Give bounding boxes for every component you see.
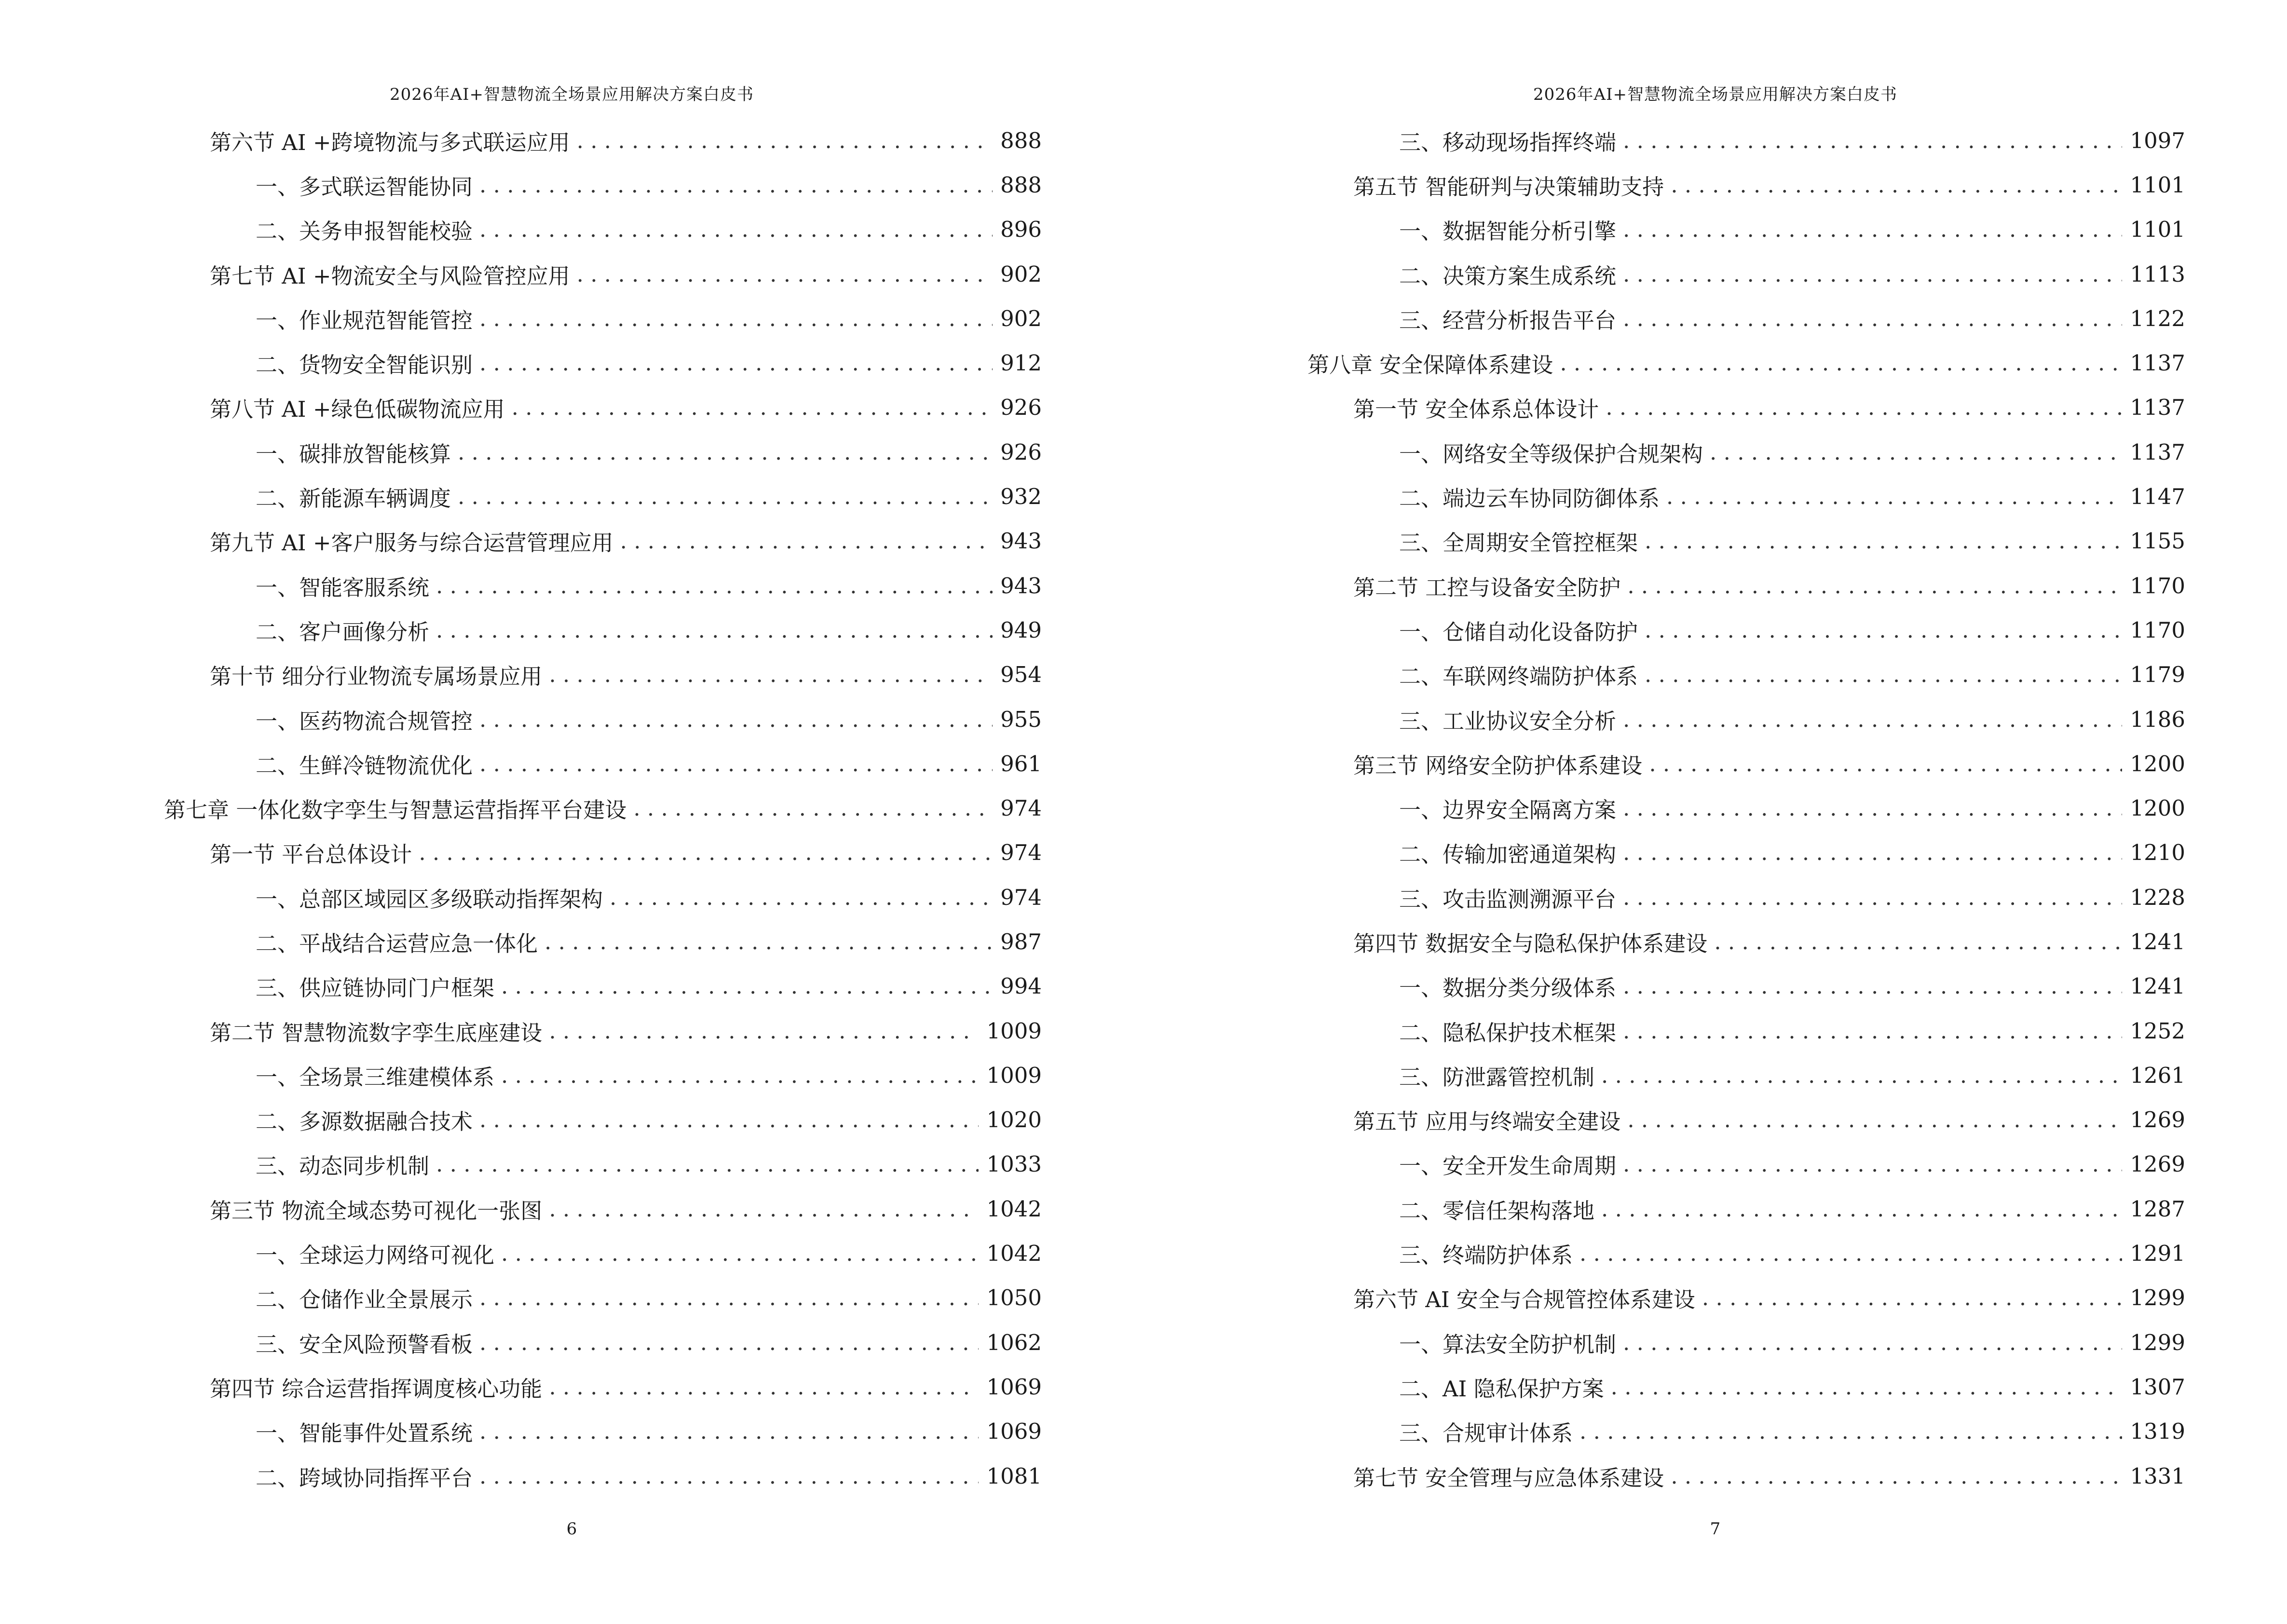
toc-entry-item[interactable] [1144,831,2185,875]
toc-entry-title: 第一节 平台总体设计 [210,837,416,868]
toc-entry-page-number: 974 [1000,840,1042,866]
toc-entry-page-number: 949 [1000,617,1042,643]
toc-entry-title: 三、供应链协同门户框架 [256,970,498,1002]
toc-entry-item[interactable] [0,341,1042,385]
toc-entry-title: 一、算法安全防护机制 [1399,1327,1620,1358]
toc-entry-page-number: 1101 [2130,217,2185,243]
toc-entry-page-number: 987 [1000,928,1042,955]
toc-entry-title: 一、智能事件处置系统 [256,1416,476,1447]
toc-entry-page-number: 1252 [2130,1018,2185,1044]
toc-entry-title: 二、多源数据融合技术 [256,1104,476,1135]
toc-entry-item[interactable] [1144,1365,2185,1409]
dot-leader [436,573,993,599]
toc-entry-title: 一、网络安全等级保护合规架构 [1399,437,1707,468]
dot-leader [512,395,993,420]
toc-entry-section[interactable] [1144,385,2185,430]
toc-entry-title: 一、安全开发生命周期 [1399,1148,1620,1180]
toc-entry-page-number: 974 [1000,884,1042,910]
toc-entry-title: 第六节 AI 安全与合规管控体系建设 [1353,1282,1699,1313]
table-of-contents [1144,118,2185,1498]
toc-entry-title: 一、边界安全隔离方案 [1399,792,1620,824]
dot-leader [1623,1151,2122,1177]
toc-entry-section[interactable] [0,252,1042,296]
toc-entry-page-number: 1033 [986,1151,1042,1177]
toc-entry-title: 第六节 AI +跨境物流与多式联运应用 [210,125,574,156]
dot-leader [479,1463,979,1489]
toc-entry-page-number: 888 [1000,172,1042,198]
dot-leader [1623,973,2122,999]
toc-entry-page-number: 1210 [2130,840,2185,866]
dot-leader [458,484,993,509]
dot-leader [479,707,993,732]
toc-entry-chapter[interactable] [1144,341,2185,385]
toc-entry-page-number: 943 [1000,573,1042,599]
table-of-contents [0,118,1042,1498]
toc-entry-section[interactable] [0,118,1042,163]
dot-leader [1601,1063,2122,1088]
dot-leader [610,885,993,910]
toc-entry-title: 第三节 物流全域态势可视化一张图 [210,1193,546,1225]
toc-entry-item[interactable] [0,741,1042,786]
dot-leader [436,1151,979,1177]
toc-entry-title: 一、医药物流合规管控 [256,704,476,735]
dot-leader [419,840,993,865]
toc-entry-item[interactable] [1144,964,2185,1009]
toc-entry-section[interactable] [0,1365,1042,1409]
toc-entry-page-number: 1069 [986,1419,1042,1445]
toc-entry-item[interactable] [1144,653,2185,697]
toc-entry-page-number: 1287 [2130,1196,2185,1222]
toc-entry-item[interactable] [0,1098,1042,1142]
toc-entry-item[interactable] [1144,786,2185,830]
toc-entry-section[interactable] [1144,1098,2185,1142]
dot-leader [1710,439,2122,465]
dot-leader [501,973,993,999]
running-header: 2026年AI+智慧物流全场景应用解决方案白皮书 [390,85,754,104]
toc-entry-page-number: 1241 [2130,973,2185,999]
toc-entry-page-number: 912 [1000,350,1042,376]
toc-entry-page-number: 1269 [2130,1151,2185,1177]
toc-entry-title: 一、多式联运智能协同 [256,169,476,201]
toc-entry-page-number: 974 [1000,795,1042,821]
toc-entry-item[interactable] [1144,1187,2185,1231]
toc-entry-item[interactable] [1144,430,2185,474]
toc-entry-page-number: 1101 [2130,172,2185,198]
toc-entry-page-number: 896 [1000,217,1042,243]
toc-entry-section[interactable] [1144,919,2185,964]
toc-entry-title: 第七节 安全管理与应急体系建设 [1353,1460,1668,1492]
toc-entry-title: 二、仓储作业全景展示 [256,1282,476,1313]
dot-leader [620,528,993,554]
toc-entry-title: 第四节 数据安全与隐私保护体系建设 [1353,926,1711,957]
toc-entry-title: 第十节 细分行业物流专属场景应用 [210,659,546,690]
toc-entry-title: 一、全场景三维建模体系 [256,1060,498,1091]
toc-entry-item[interactable] [1144,207,2185,252]
toc-entry-item[interactable] [1144,296,2185,341]
dot-leader [1623,1018,2122,1044]
toc-entry-title: 二、车联网终端防护体系 [1399,659,1642,690]
toc-entry-title: 一、作业规范智能管控 [256,303,476,334]
toc-entry-item[interactable] [1144,1320,2185,1365]
toc-entry-item[interactable] [0,430,1042,474]
toc-entry-page-number: 1042 [986,1241,1042,1267]
toc-entry-section[interactable] [0,385,1042,430]
toc-entry-item[interactable] [0,1320,1042,1365]
dot-leader [501,1241,979,1266]
page-number: 7 [1710,1519,1721,1539]
toc-entry-page-number: 1137 [2130,395,2185,421]
toc-entry-title: 三、全周期安全管控框架 [1399,525,1642,557]
dot-leader [1623,1330,2122,1355]
dot-leader [501,1063,979,1088]
toc-entry-item[interactable] [1144,519,2185,563]
toc-entry-page-number: 1307 [2130,1374,2185,1400]
toc-entry-item[interactable] [0,1276,1042,1320]
toc-entry-item[interactable] [1144,252,2185,296]
toc-entry-item[interactable] [0,1142,1042,1187]
toc-entry-item[interactable] [1144,1142,2185,1187]
toc-entry-page-number: 1299 [2130,1285,2185,1311]
dot-leader [577,128,993,153]
toc-entry-page-number: 1299 [2130,1329,2185,1355]
toc-entry-title: 二、客户画像分析 [256,614,433,646]
dot-leader [1649,751,2122,777]
dot-leader [1671,172,2122,198]
dot-leader [1560,350,2122,376]
dot-leader [479,1285,979,1310]
dot-leader [479,1419,979,1444]
toc-entry-title: 一、总部区域园区多级联动指挥架构 [256,882,607,913]
toc-entry-page-number: 954 [1000,662,1042,688]
toc-entry-title: 第九节 AI +客户服务与综合运营管理应用 [210,525,617,557]
toc-entry-page-number: 1137 [2130,439,2185,465]
toc-entry-item[interactable] [0,563,1042,608]
dot-leader [1623,217,2122,242]
toc-entry-title: 三、安全风险预警看板 [256,1327,476,1358]
dot-leader [1611,1374,2123,1400]
toc-entry-title: 二、货物安全智能识别 [256,347,476,379]
toc-entry-page-number: 1062 [986,1329,1042,1355]
toc-entry-item[interactable] [0,697,1042,741]
toc-entry-title: 二、平战结合运营应急一体化 [256,926,542,957]
dot-leader [1645,617,2122,643]
dot-leader [458,439,993,465]
toc-entry-title: 第八节 AI +绿色低碳物流应用 [210,392,509,423]
toc-entry-title: 一、数据分类分级体系 [1399,970,1620,1002]
toc-entry-page-number: 1200 [2130,751,2185,777]
toc-entry-section[interactable] [1144,163,2185,207]
toc-entry-item[interactable] [0,919,1042,964]
toc-entry-title: 二、决策方案生成系统 [1399,259,1620,290]
toc-entry-page-number: 1081 [986,1463,1042,1489]
toc-entry-page-number: 888 [1000,127,1042,153]
toc-entry-section[interactable] [0,1009,1042,1053]
toc-entry-page-number: 1241 [2130,928,2185,955]
toc-entry-title: 第七章 一体化数字孪生与智慧运营指挥平台建设 [164,792,630,824]
toc-entry-section[interactable] [0,831,1042,875]
toc-entry-page-number: 1147 [2130,484,2185,510]
dot-leader [1623,261,2122,287]
dot-leader [479,350,993,376]
toc-entry-page-number: 994 [1000,973,1042,999]
toc-entry-item[interactable] [1144,1231,2185,1275]
toc-entry-page-number: 1200 [2130,795,2185,821]
toc-entry-title: 第七节 AI +物流安全与风险管控应用 [210,259,574,290]
toc-entry-section[interactable] [0,653,1042,697]
toc-entry-title: 第三节 网络安全防护体系建设 [1353,748,1646,779]
dot-leader [577,261,993,287]
toc-entry-item[interactable] [1144,474,2185,519]
dot-leader [1671,1463,2122,1489]
dot-leader [479,1330,979,1355]
dot-leader [1601,1196,2122,1222]
dot-leader [1579,1241,2122,1266]
toc-entry-title: 二、新能源车辆调度 [256,481,455,512]
toc-entry-item[interactable] [0,1409,1042,1454]
toc-entry-page-number: 902 [1000,261,1042,287]
dot-leader [1627,1107,2122,1133]
dot-leader [1702,1285,2123,1310]
toc-entry-chapter[interactable] [0,786,1042,830]
dot-leader [479,751,993,777]
toc-entry-title: 三、合规审计体系 [1399,1416,1577,1447]
toc-entry-page-number: 1097 [2130,127,2185,153]
toc-entry-title: 二、生鲜冷链物流优化 [256,748,476,779]
toc-entry-item[interactable] [0,207,1042,252]
toc-entry-page-number: 955 [1000,706,1042,732]
toc-entry-page-number: 1319 [2130,1419,2185,1445]
dot-leader [1623,707,2122,732]
toc-entry-section[interactable] [0,519,1042,563]
toc-entry-title: 二、隐私保护技术框架 [1399,1015,1620,1047]
toc-entry-page-number: 902 [1000,305,1042,331]
toc-entry-item[interactable] [0,875,1042,919]
toc-entry-title: 第八章 安全保障体系建设 [1307,347,1557,379]
toc-entry-page-number: 1261 [2130,1062,2185,1088]
toc-entry-item[interactable] [1144,1053,2185,1097]
toc-entry-title: 三、工业协议安全分析 [1399,704,1620,735]
toc-entry-title: 一、数据智能分析引擎 [1399,214,1620,245]
toc-entry-title: 一、碳排放智能核算 [256,437,455,468]
running-header: 2026年AI+智慧物流全场景应用解决方案白皮书 [1533,85,1897,104]
dot-leader [479,1107,979,1133]
toc-entry-title: 二、端边云车协同防御体系 [1399,481,1663,512]
dot-leader [633,795,993,821]
dot-leader [549,1018,979,1044]
toc-entry-page-number: 961 [1000,751,1042,777]
toc-entry-title: 第二节 工控与设备安全防护 [1353,570,1624,601]
toc-entry-page-number: 926 [1000,395,1042,421]
toc-entry-title: 一、仓储自动化设备防护 [1399,614,1642,646]
toc-entry-title: 三、终端防护体系 [1399,1238,1577,1269]
toc-entry-section[interactable] [1144,741,2185,786]
dot-leader [549,1196,979,1222]
toc-entry-item[interactable] [0,1231,1042,1275]
dot-leader [549,662,993,687]
dot-leader [549,1374,979,1400]
toc-entry-page-number: 1137 [2130,350,2185,376]
toc-entry-page-number: 1009 [986,1018,1042,1044]
toc-entry-title: 三、经营分析报告平台 [1399,303,1620,334]
toc-entry-page-number: 1020 [986,1107,1042,1133]
toc-entry-section[interactable] [1144,1276,2185,1320]
toc-entry-page-number: 1269 [2130,1107,2185,1133]
dot-leader [1623,840,2122,865]
toc-entry-title: 二、零信任架构落地 [1399,1193,1598,1225]
dot-leader [1623,128,2122,153]
toc-entry-page-number: 1050 [986,1285,1042,1311]
toc-entry-page-number: 1042 [986,1196,1042,1222]
toc-entry-title: 一、智能客服系统 [256,570,433,601]
dot-leader [1623,795,2122,821]
toc-entry-item[interactable] [0,964,1042,1009]
toc-entry-item[interactable] [1144,1009,2185,1053]
toc-entry-section[interactable] [1144,563,2185,608]
toc-entry-item[interactable] [0,296,1042,341]
right-page [1144,0,2287,1624]
toc-entry-title: 三、攻击监测溯源平台 [1399,882,1620,913]
toc-entry-title: 一、全球运力网络可视化 [256,1238,498,1269]
toc-entry-item[interactable] [0,163,1042,207]
dot-leader [1579,1419,2122,1444]
toc-entry-page-number: 1228 [2130,884,2185,910]
toc-entry-item[interactable] [1144,875,2185,919]
toc-entry-page-number: 1186 [2130,706,2185,732]
toc-entry-page-number: 943 [1000,528,1042,554]
toc-entry-page-number: 1155 [2130,528,2185,554]
toc-entry-page-number: 932 [1000,484,1042,510]
dot-leader [1606,395,2122,420]
dot-leader [1627,573,2122,599]
dot-leader [479,217,993,242]
dot-leader [479,306,993,331]
toc-entry-page-number: 1069 [986,1374,1042,1400]
dot-leader [479,172,993,198]
dot-leader [1623,885,2122,910]
toc-entry-title: 二、传输加密通道架构 [1399,837,1620,868]
page-number: 6 [566,1519,577,1539]
toc-entry-title: 三、动态同步机制 [256,1148,433,1180]
toc-entry-section[interactable] [1144,1454,2185,1498]
toc-entry-title: 第一节 安全体系总体设计 [1353,392,1603,423]
toc-entry-section[interactable] [0,1187,1042,1231]
toc-entry-page-number: 1291 [2130,1241,2185,1267]
dot-leader [1666,484,2122,509]
toc-entry-title: 第五节 应用与终端安全建设 [1353,1104,1624,1135]
dot-leader [545,929,993,955]
dot-leader [1714,929,2122,955]
toc-entry-item[interactable] [0,474,1042,519]
toc-entry-title: 二、AI 隐私保护方案 [1399,1371,1608,1403]
toc-entry-item[interactable] [1144,1409,2185,1454]
toc-entry-item[interactable] [1144,697,2185,741]
dot-leader [1645,528,2122,554]
toc-entry-item[interactable] [0,1454,1042,1498]
toc-entry-page-number: 1122 [2130,305,2185,331]
toc-entry-page-number: 1179 [2130,662,2185,688]
toc-entry-title: 第四节 综合运营指挥调度核心功能 [210,1371,546,1403]
dot-leader [1623,306,2122,331]
toc-entry-item[interactable] [0,1053,1042,1097]
toc-entry-item[interactable] [1144,118,2185,163]
dot-leader [436,617,993,643]
toc-entry-page-number: 1331 [2130,1463,2185,1489]
toc-entry-title: 三、防泄露管控机制 [1399,1060,1598,1091]
toc-entry-page-number: 926 [1000,439,1042,465]
toc-entry-page-number: 1170 [2130,573,2185,599]
toc-entry-title: 二、跨域协同指挥平台 [256,1460,476,1492]
toc-entry-title: 第二节 智慧物流数字孪生底座建设 [210,1015,546,1047]
toc-entry-page-number: 1113 [2130,261,2185,287]
toc-entry-page-number: 1170 [2130,617,2185,643]
toc-entry-title: 三、移动现场指挥终端 [1399,125,1620,156]
toc-entry-title: 二、关务申报智能校验 [256,214,476,245]
toc-entry-item[interactable] [0,608,1042,652]
dot-leader [1645,662,2122,687]
toc-entry-title: 第五节 智能研判与决策辅助支持 [1353,169,1668,201]
toc-entry-item[interactable] [1144,608,2185,652]
toc-entry-page-number: 1009 [986,1062,1042,1088]
